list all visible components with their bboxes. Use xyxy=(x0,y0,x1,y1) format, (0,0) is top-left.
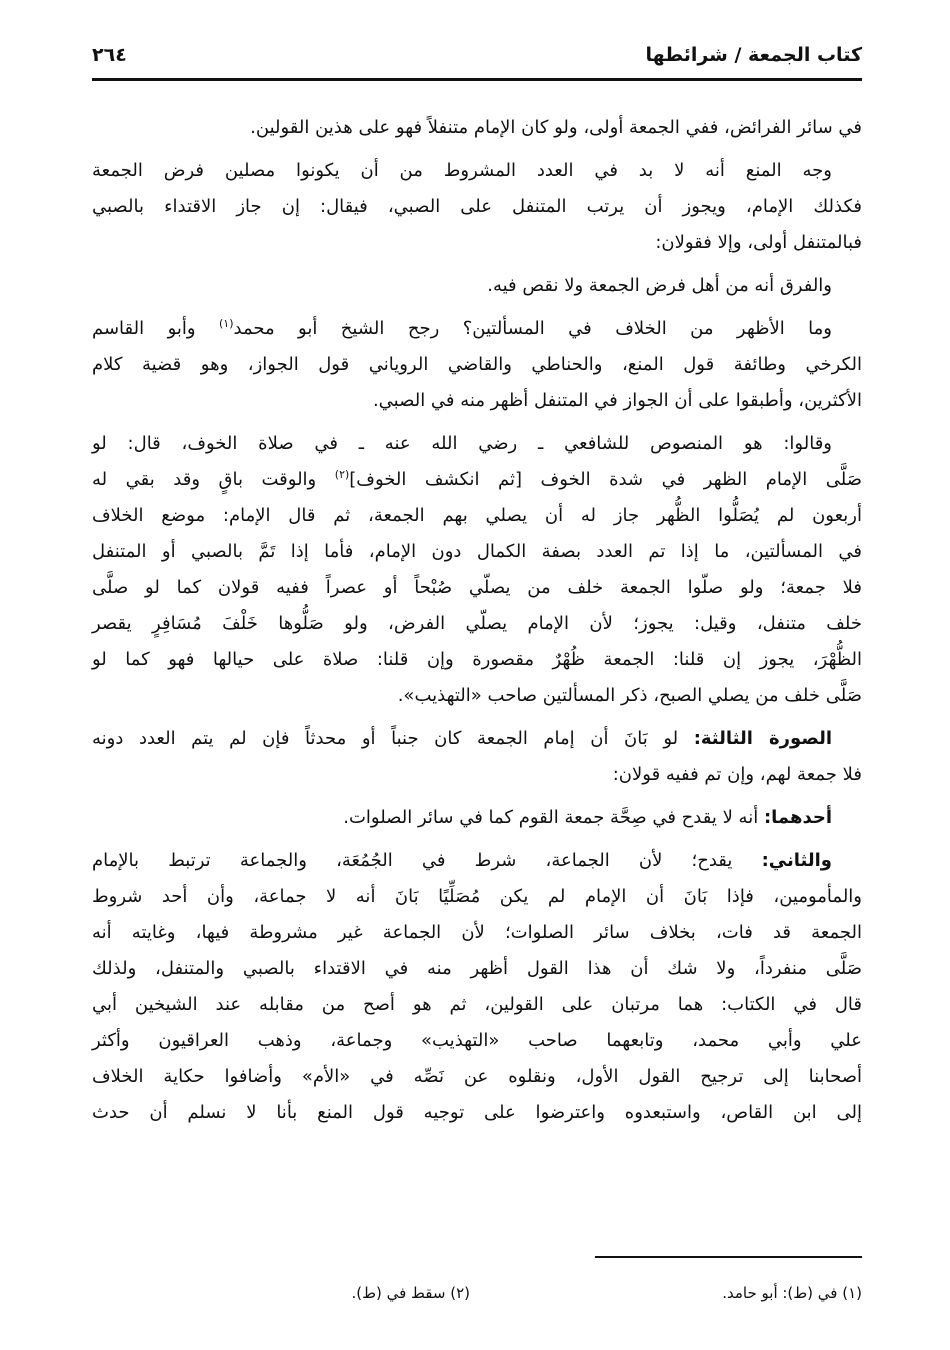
paragraph xyxy=(92,800,862,836)
text-line: أصحابنا إلى ترجيح القول الأول، ونقلوه عن نَصِّه في «الأم» وأضافوا حكاية الخلاف xyxy=(92,1066,862,1087)
footnote-ref: (١) xyxy=(219,317,234,330)
text-line: والمأمومين، فإذا بَانَ أن الإمام لم يكن مُصَلِّيًا بَانَ أنه لا جماعة، وأن أحد شروط xyxy=(92,886,862,907)
text-run: لو بَانَ أن إمام الجمعة كان جنباً أو محدثاً فإن لم يتم العدد دونه xyxy=(92,728,694,749)
text-line: خلف متنفل، وقيل: يجوز؛ لأن الإمام يصلّي الفرض، ولو صَلُّوها خَلْفَ مُسَافِرٍ يقصر xyxy=(92,613,862,634)
text-line: صَلَّى منفرداً، ولا شك أن هذا القول أظهر منه في الاقتداء بالصبي والمتنفل، ولذلك xyxy=(92,958,862,979)
footnote-2: (٢) سقط في (ط). xyxy=(351,1284,470,1302)
text-line: في المسألتين، ما إذا تم العدد بصفة الكمال دون الإمام، فأما إذا تَمَّ بالصبي أو المتنفل xyxy=(92,541,862,562)
text-run: يقدح؛ لأن الجماعة، شرط في الجُمُعَة، والجماعة ترتبط بالإمام xyxy=(92,850,762,871)
bold-lead: والثاني: xyxy=(761,850,832,871)
header-rule xyxy=(92,78,862,81)
text-line: وقالوا: هو المنصوص للشافعي ـ رضي الله عنه ـ في صلاة الخوف، قال: لو xyxy=(92,433,832,454)
main-text xyxy=(92,110,862,1138)
paragraph xyxy=(92,721,862,793)
running-header xyxy=(92,40,862,76)
text-line xyxy=(92,800,862,836)
bold-lead: الصورة الثالثة: xyxy=(693,728,832,749)
text-line: علي وأبي محمد، وتابعهما صاحب «التهذيب» وجماعة، وذهب العراقيون وأكثر xyxy=(92,1030,862,1051)
text-line: والفرق أنه من أهل فرض الجمعة ولا نقص فيه. xyxy=(487,275,832,296)
text-line: صَلَّى خلف من يصلي الصبح، ذكر المسألتين صاحب «التهذيب». xyxy=(397,685,862,706)
text-line: قال في الكتاب: هما مرتبان على القولين، ثم هو أصح من مقابله عند الشيخين أبي xyxy=(92,994,862,1015)
paragraph xyxy=(92,153,862,261)
text-line: أربعون لم يُصَلُّوا الظُّهر جاز له أن يصلي بهم الجمعة، ثم قال الإمام: موضع الخلاف xyxy=(92,505,862,526)
text-line: الظُّهْرَ، يجوز إن قلنا: الجمعة ظُهْرٌ مقصورة وإن قلنا: صلاة على حيالها فهو كما لو xyxy=(92,649,862,670)
text-line: فكذلك الإمام، ويجوز أن يرتب المتنفل على الصبي، فيقال: إن جاز الاقتداء بالصبي xyxy=(92,196,862,217)
text-line xyxy=(92,462,862,498)
text-line: الجمعة قد فات، بخلاف سائر الصلوات؛ لأن الجماعة غير مشروطة فيها، وغايته أنه xyxy=(92,922,862,943)
paragraph xyxy=(92,426,862,714)
text-line: الكرخي وطائفة قول المنع، والحناطي والقاضي الروياني قول الجواز، وهو قضية كلام xyxy=(92,354,862,375)
text-line: فلا جمعة لهم، وإن تم ففيه قولان: xyxy=(612,764,862,785)
bold-lead: أحدهما: xyxy=(763,807,832,828)
text-run: أنه لا يقدح في صِحَّة جمعة القوم كما في سائر الصلوات. xyxy=(343,807,764,828)
text-run: والوقت باقٍ وقد بقي له xyxy=(92,469,335,490)
footnote-rule xyxy=(595,1256,862,1258)
text-run: وما الأظهر من الخلاف في المسألتين؟ رجح الشيخ أبو محمد xyxy=(233,318,832,339)
paragraph xyxy=(92,268,862,304)
text-line: وجه المنع أنه لا بد في العدد المشروط من أن يكونوا مصلين فرض الجمعة xyxy=(92,160,832,181)
text-line: في سائر الفرائض، ففي الجمعة أولى، ولو كان الإمام متنفلاً فهو على هذين القولين. xyxy=(250,117,862,138)
text-line xyxy=(92,721,862,757)
paragraph xyxy=(92,110,862,146)
chapter-title: كتاب الجمعة / شرائطها xyxy=(645,44,862,66)
footnote-ref: (٢) xyxy=(334,468,350,481)
text-line: فلا جمعة؛ ولو صلّوا الجمعة خلف من يصلّي صُبْحاً أو عصراً ففيه قولان كما لو صلَّى xyxy=(92,577,862,598)
text-line xyxy=(92,843,862,879)
text-run: صَلَّى الإمام الظهر في شدة الخوف [ثم انكشف الخوف] xyxy=(349,469,862,490)
footnote-1: (١) في (ط): أبو حامد. xyxy=(722,1284,862,1302)
page-number: ٢٦٤ xyxy=(92,44,127,66)
text-run: وأبو القاسم xyxy=(92,318,219,339)
paragraph xyxy=(92,843,862,1131)
text-line: إلى ابن القاص، واستبعدوه واعترضوا على توجيه قول المنع بأنا لا نسلم أن حدث xyxy=(92,1102,862,1123)
text-line: الأكثرين، وأطبقوا على أن الجواز في المتنفل أظهر منه في الصبي. xyxy=(372,390,862,411)
text-line xyxy=(92,311,862,347)
paragraph xyxy=(92,311,862,419)
text-line: فبالمتنفل أولى، وإلا فقولان: xyxy=(655,232,862,253)
